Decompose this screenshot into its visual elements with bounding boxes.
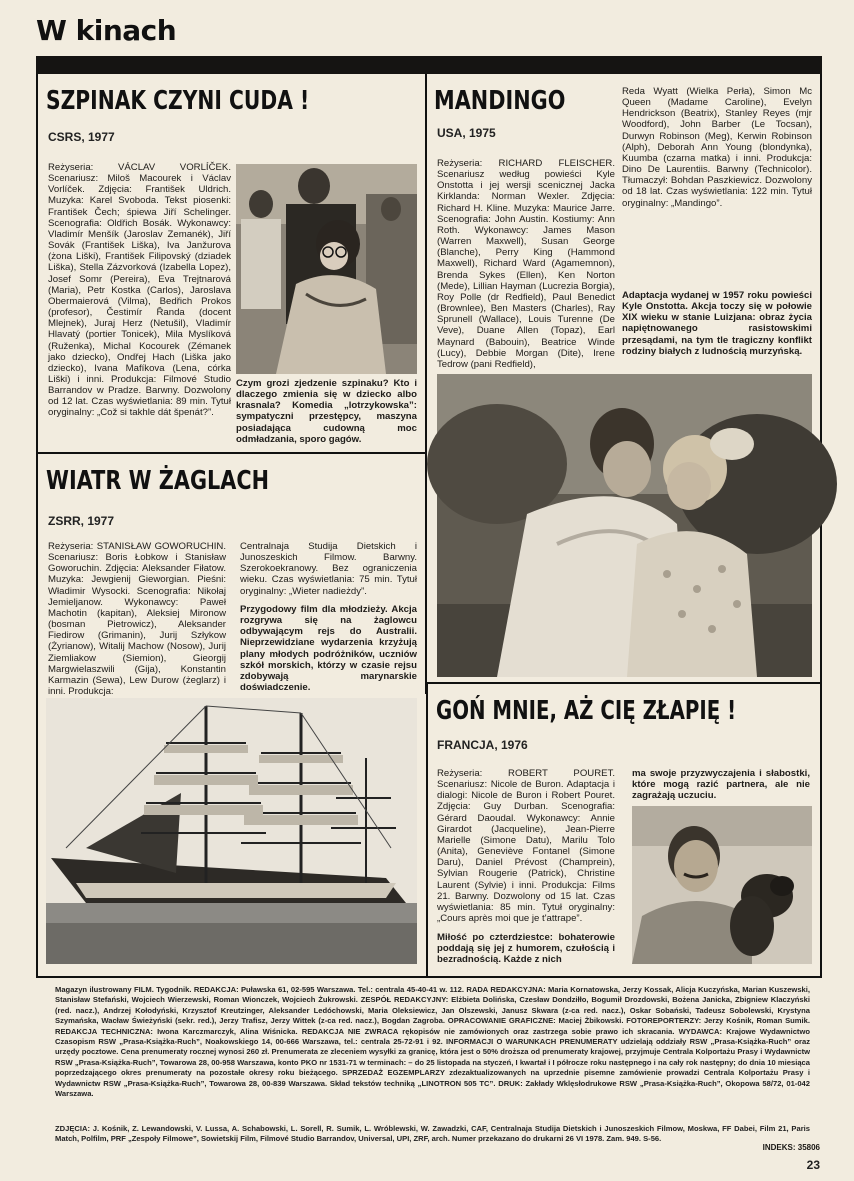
index-number: INDEKS: 35806 bbox=[762, 1143, 820, 1152]
film-caption-mandingo: Adaptacja wydanej w 1957 roku powieści Kyle Onstotta. Akcja toczy się w połowie XIX wieku w stanie Luizjana: obraz życia napiętnowanego rasistowskimi przesądami, na tym tle tragiczny konflikt rodziny białych z ludnością murzyńską. bbox=[622, 290, 812, 357]
film-credits-wiatr-col2: Centralnaja Studija Dietskich i Junoszeskich Filmow. Barwny. Szerokoekranowy. Bez ograniczenia wieku. Czas wyświetlania: 75 min. Tytuł oryginalny: „Wieter nadieżdy”. bbox=[240, 541, 417, 597]
film-caption-gon-col2: ma swoje przyzwyczajenia i słabostki, które mogą razić partnera, ale nie zagrażają uczuciu. bbox=[632, 768, 810, 802]
film-country-mandingo: USA, 1975 bbox=[437, 126, 496, 140]
still-photo-wiatr-image bbox=[46, 698, 417, 964]
still-photo-gon-image bbox=[632, 806, 812, 964]
magazine-imprint: Magazyn ilustrowany FILM. Tygodnik. REDAKCJA: Puławska 61, 02-595 Warszawa. Tel.: centrala 45-40-41 w. 112. RADA REDAKCYJNA: Maria Kornatowska, Jerzy Kossak, Alicja Kuczyńska, Marian Kuszewski, Stanisław Stefański, Wojciech Wierzewski, Roman Wionczek, Wojciech Żukrowski. ZESPÓŁ REDAKCYJNY: Elżbieta Dolińska, Czesław Dondziłło, Bogumił Drozdowski, Bożena Janicka, Zbigniew Klaczyński (red. nacz.), Andrzej Kołodyński, Krzysztof Kreutzinger, Aleksander Ledóchowski, Maria Oleksiewicz, Jan Olszewski, Janusz Skwara (z-ca red. nacz.), Oskar Sobański, Tadeusz Sobolewski, Krystyna Szymańska, Wacław Świeżyński (sekr. red.), Jerzy Trafisz, Jerzy Wittek (z-ca red. nacz.), Bogdan Zagroba. OPRACOWANIE GRAFICZNE: Maciej Żbikowski. FOTOREPORTERZY: Jerzy Kośnik, Roman Sumik. REDAKCJA TECHNICZNA: Iwona Karczmarczyk, Alina Wiśnicka. REDAKCJA NIE ZWRACA rękopisów nie zamówionych oraz zastrzega sobie prawo ich skracania. WYDAWCA: Krajowe Wydawnictwo Czasopism RSW „Prasa-Książka-Ruch”, Noakowskiego 14, 00-666 Warszawa, tel.: centrala 25-72-91 i 92. INFORMACJI O WARUNKACH PRENUMERATY udzielają oddziały RSW „Prasa-Książka-Ruch” oraz urzędy pocztowe. Cena prenumeraty rocznej wynosi 260 zł. Prenumerata ze zleceniem wysyłki za granicę, która jest o 50% droższa od prenumeraty krajowej, przyjmuje Centrala Kolportażu Prasy i Wydawnictw RSW „Prasa-Książka-Ruch”, Towarowa 28, 00-958 Warszawa, konto PKO nr 1531-71 w terminach: – do 25 listopada na styczeń, I kwartał i I półrocze roku następnego i na cały rok następny; do dnia 10 miesiąca poprzedzającego okres prenumeraty na pozostałe okresy roku bieżącego. SPRZEDAŻ EGZEMPLARZY zdezaktualizowanych na uprzednie pisemne zamówienie prowadzi Centrala Kolportażu Prasy i Wydawnictw RSW „Prasa-Książka-Ruch”, Towarowa 28, 00-839 Warszawa. Skład tekstów techniką „LINOTRON 505 TC”. DRUK: Zakłady Wklęsłodrukowe RSW „Prasa-Książka-Ruch”, Okopowa 58/72, 01-042 Warszawa. bbox=[55, 985, 810, 1099]
film-credits-szpinak: Reżyseria: VÁCLAV VORLÍČEK. Scenariusz: Miloš Macourek i Václav Vorlíček. Zdjęcia: František Uldrich. Muzyka: Karel Svoboda. Tekst piosenki: František Čech; śpiewa Jiří Schelinger. Scenografia: Oldřich Bosák. Wykonawcy: Vladimír Menšík (Jaroslav Zemanék), Jiří Sovák (František Liška), Iva Janžurova (żona Liški), František Filipovský (dziadek Liška), Stella Zázvorková (Izabella Lopez), Josef Somr (Pereira), Eva Trejtnarová (Maria), Petr Kostka (Carlos), Jaroslava Obermaierová (Vilma), Bedřich Prokos (profesor), Čestimír Řanda (docent Mlejnek), Juraj Herz (Netušil), Vladimír Hlavatý (portier Tonicek), Milа Myslíková (Ruženka), Michal Kocourek (Zémanek jako dziecko), Ondřej Hach (Liška jako dziecko), Ivana Mafíkova (Lena, córka Liški) i inni. Produkcja: Filmové Studio Barrandov w Pradze. Barwny. Dozwolony od 12 lat. Czas wyświetlania: 89 min. Tytuł oryginalny: „Což si takhle dát špenát?”. bbox=[48, 162, 231, 419]
page-number: 23 bbox=[806, 1158, 820, 1172]
still-photo-gon bbox=[632, 806, 812, 964]
section-title: W kinach bbox=[36, 14, 177, 47]
film-credits-mandingo-col1: Reżyseria: RICHARD FLEISCHER. Scenariusz według powieści Kyle Onstotta i jej wersji scenicznej Jacka Kirklanda: Norman Wexler. Zdjęcia: Richard H. Kline. Muzyka: Maurice Jarre. Scenografia: John Austin. Kostiumy: Ann Roth. Wykonawcy: James Mason (Warren Maxwell), Susan George (Blanche), Perry King (Hammond Maxwell), Richard Ward (Agamemnon), Brenda Sykes (Ellen), Ken Norton (Mede), Lillian Hayman (Lucrezia Borgia), Roy Polle (dr Redfield), Paul Benedict (Brownlee), Ben Masters (Charles), Ray Sprunell (Wallace), Louis Turenne (De Veve), Duane Allen (Topaz), Earl Maynard (Babouin), Beatrice Winde (Lucy), Debbie Morgan (Dite), Irene Tedrow (pani Redfield), bbox=[437, 158, 615, 370]
still-photo-szpinak bbox=[236, 164, 417, 374]
row-divider-left bbox=[36, 452, 427, 454]
column-divider-lower bbox=[426, 682, 428, 978]
photo-credits: ZDJĘCIA: J. Kośnik, Z. Lewandowski, V. Lussa, A. Schabowski, L. Sorell, R. Sumik, L. Wróblewski, W. Zawadzki, CAF, Centralnaja Studija Dietskich i Junoszeskich Filmow, Moskwa, FF Dabei, Film 21, Paris Match, Polfilm, PRF „Zespoły Filmowe”, Sowietskij Film, Filmové Studio Barrandov, Universal, UPI, ZRF, arch. Numer przekazano do drukarni 26 VI 1978. Zam. 949. S-56. bbox=[55, 1124, 810, 1144]
column-divider bbox=[425, 74, 427, 694]
film-title-szpinak: SZPINAK CZYNI CUDA ! bbox=[46, 86, 310, 116]
film-credits-wiatr-col1: Reżyseria: STANISŁAW GOWORUCHIN. Scenariusz: Boris Łobkow i Stanisław Goworuchin. Zdjęcia: Aleksander Fiłatow. Muzyka: Jewgienij Giewоrgian. Pieśni: Władimir Wysocki. Scenografia: Nikołaj Jemieljanow. Wykonawcy: Paweł Machotin (kapitan), Aleksiej Mironow (bosman Pietrowicz), Aleksander Fiedirow (Grimanin), Jurij Szłykow (Żyrianow), Witalij Machow (Nosow), Jurij Ziemliakow (Siemion), Gieorgij Margwielaszwili (Gija), Konstantin Karmazin (Sewa), Lew Durow (żeglarz) i inni. Produkcja: bbox=[48, 541, 226, 698]
film-credits-mandingo-col2: Reda Wyatt (Wielka Perła), Simon Mc Queen (Madame Caroline), Evelyn Hendrickson (Beatrix), Stanley Reyes (mjr Woodford), John Barber (Le Tocsan), Durwyn Robinson (Meg), Kerwin Robinson (Alph), Deborah Ann Young (blondynka), Kuumba (czarna matka) i inni. Produkcja: Dino De Laurentiis. Barwny (Technicolor). Tłumaczył: Bohdan Paszkiewicz. Dozwolony od 18 lat. Czas wyświetlania: 122 min. Tytuł oryginalny: „Mandingo”. bbox=[622, 86, 812, 209]
still-photo-szpinak-image bbox=[236, 164, 417, 374]
film-title-gon: GOŃ MNIE, AŻ CIĘ ZŁAPIĘ ! bbox=[436, 696, 737, 726]
still-photo-wiatr bbox=[46, 698, 417, 964]
still-photo-mandingo-image bbox=[437, 374, 812, 677]
film-country-wiatr: ZSRR, 1977 bbox=[48, 514, 115, 528]
film-caption-szpinak: Czym grozi zjedzenie szpinaku? Kto i dlaczego zmienia się w dziecko albo krasnala? Komedia „lotrzykowska”: sympatyczni przestępcy, maszyna posiadająca cudowną moc odmładzania, sporo gagów. bbox=[236, 378, 417, 445]
film-caption-gon-col1: Miłość po czterdziestce: bohaterowie poddają się jej z humorem, czułością i bezradnością. Każde z nich bbox=[437, 932, 615, 966]
film-title-mandingo: MANDINGO bbox=[434, 86, 566, 116]
film-caption-wiatr: Przygodowy film dla młodzieży. Akcja rozgrywa się na żaglowcu odbywającym rejs do Australii. Nieprzewidziane wydarzenia krzyżują plany młodych podróżników, uczniów szkół morskich, którzy w czasie rejsu zdobywają marynarskie doświadczenie. bbox=[240, 604, 417, 694]
film-country-gon: FRANCJA, 1976 bbox=[437, 738, 528, 752]
top-bar bbox=[36, 56, 822, 74]
film-title-wiatr: WIATR W ŻAGLACH bbox=[46, 466, 270, 496]
still-photo-mandingo bbox=[437, 374, 812, 677]
film-credits-gon: Reżyseria: ROBERT POURET. Scenariusz: Nicole de Buron. Adaptacja i dialogi: Nicole de Buron i Robert Pouret. Zdjęcia: Guy Durban. Scenografia: Gérard Daoudal. Wykonawcy: Annie Girardot (Jacqueline), Jean-Pierre Marielle (Simone Datu), Marilu Tolo (Anita), Geneviève Fontanel (Simone Daru), Daniel Prévost (Champrein), Sylvian Rougerie (Patrick), Christine Laurent (Sylvie) i inni. Produkcja: Films 21. Barwny. Dozwolony od 15 lat. Czas wyświetlania: 85 min. Tytuł oryginalny: „Cours après moi que je t'attrape”. bbox=[437, 768, 615, 925]
film-country-szpinak: CSRS, 1977 bbox=[48, 130, 115, 144]
row-divider-right bbox=[426, 682, 822, 684]
